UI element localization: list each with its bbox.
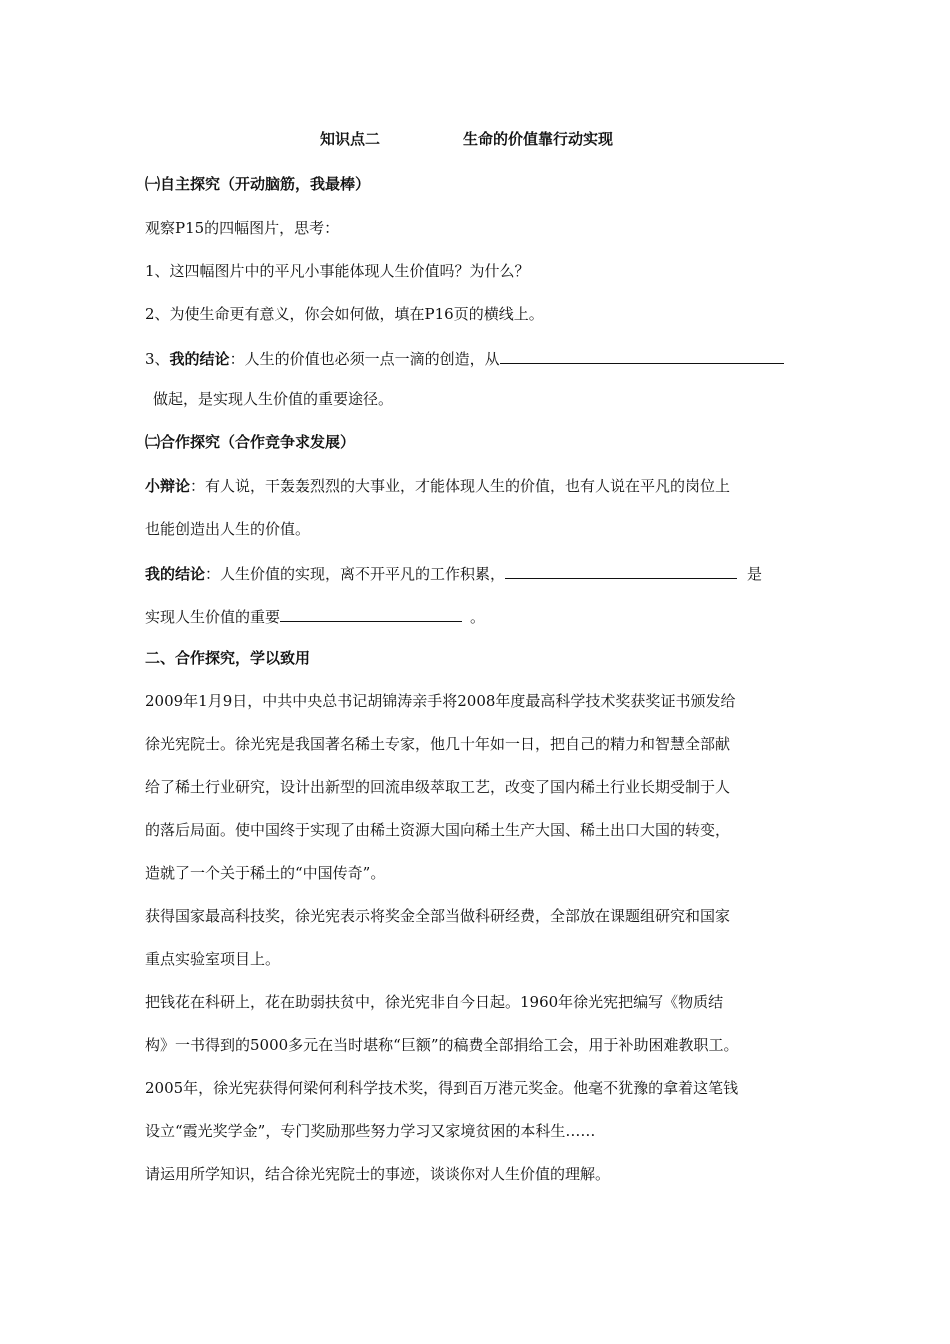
conclusion-cont: 实现人生价值的重要 [145,608,281,626]
section3-heading: 二、合作探究，学以致用 [145,649,311,667]
para3-line: 把钱花在科研上，花在助弱扶贫中，徐光宪非自今日起。1960年徐光宪把编写《物质结 [145,993,724,1011]
conclusion-line [145,562,762,584]
conclusion-continued [145,605,485,627]
fill-blank-3[interactable] [280,605,462,622]
conclusion-text: ：人生价值的实现，离不开平凡的工作积累， [205,565,506,583]
title-part1: 知识点二 [320,130,381,148]
title-part2: 生命的价值靠行动实现 [463,130,614,148]
para2-line: 获得国家最高科技奖，徐光宪表示将奖金全部当做科研经费，全部放在课题组研究和国家 [145,907,731,925]
section1-intro: 观察P15的四幅图片，思考： [145,219,340,237]
para1-line: 给了稀土行业研究，设计出新型的回流串级萃取工艺，改变了国内稀土行业长期受制于人 [145,778,731,796]
q3-text: ：人生的价值也必须一点一滴的创造，从 [229,350,500,368]
debate-continued: 也能创造出人生的价值。 [145,520,311,538]
section1-heading: ㈠自主探究（开动脑筋，我最棒） [145,175,371,193]
para3-line: 2005年，徐光宪获得何梁何利科学技术奖，得到百万港元奖金。他毫不犹豫的拿着这笔钱 [145,1079,739,1097]
para3-line: 设立“霞光奖学金”，专门奖励那些努力学习又家境贫困的本科生…… [145,1122,596,1140]
conclusion-mid: 是 [747,565,763,583]
q3-label: 我的结论 [169,350,230,368]
question-3 [145,347,784,369]
section2-heading: ㈡合作探究（合作竞争求发展） [145,433,356,451]
debate-line [145,476,730,496]
fill-blank-2[interactable] [505,562,737,579]
question-1: 1、这四幅图片中的平凡小事能体现人生价值吗？为什么？ [145,262,530,280]
fill-blank-1[interactable] [500,347,784,364]
para1-line: 2009年1月9日，中共中央总书记胡锦涛亲手将2008年度最高科学技术奖获奖证书颁发给 [145,692,736,710]
conclusion-label: 我的结论 [145,565,206,583]
para1-line: 徐光宪院士。徐光宪是我国著名稀土专家，他几十年如一日，把自己的精力和智慧全部献 [145,735,731,753]
para2-line: 重点实验室项目上。 [145,950,281,968]
question-3-continued: 做起，是实现人生价值的重要途径。 [153,390,394,408]
debate-text: ：有人说，干轰轰烈烈的大事业，才能体现人生的价值，也有人说在平凡的岗位上 [190,477,731,495]
para1-line: 的落后局面。使中国终于实现了由稀土资源大国向稀土生产大国、稀土出口大国的转变， [145,821,731,839]
debate-label: 小辩论 [145,477,191,495]
conclusion-end: 。 [470,608,486,626]
para1-line: 造就了一个关于稀土的“中国传奇”。 [145,864,386,882]
q3-prefix: 3、 [145,350,170,368]
question-2: 2、为使生命更有意义，你会如何做，填在P16页的横线上。 [145,305,544,323]
para3-line: 构》一书得到的5000多元在当时堪称“巨额”的稿费全部捐给工会，用于补助困难教职工。 [145,1036,739,1054]
final-question: 请运用所学知识，结合徐光宪院士的事迹，谈谈你对人生价值的理解。 [145,1165,611,1183]
